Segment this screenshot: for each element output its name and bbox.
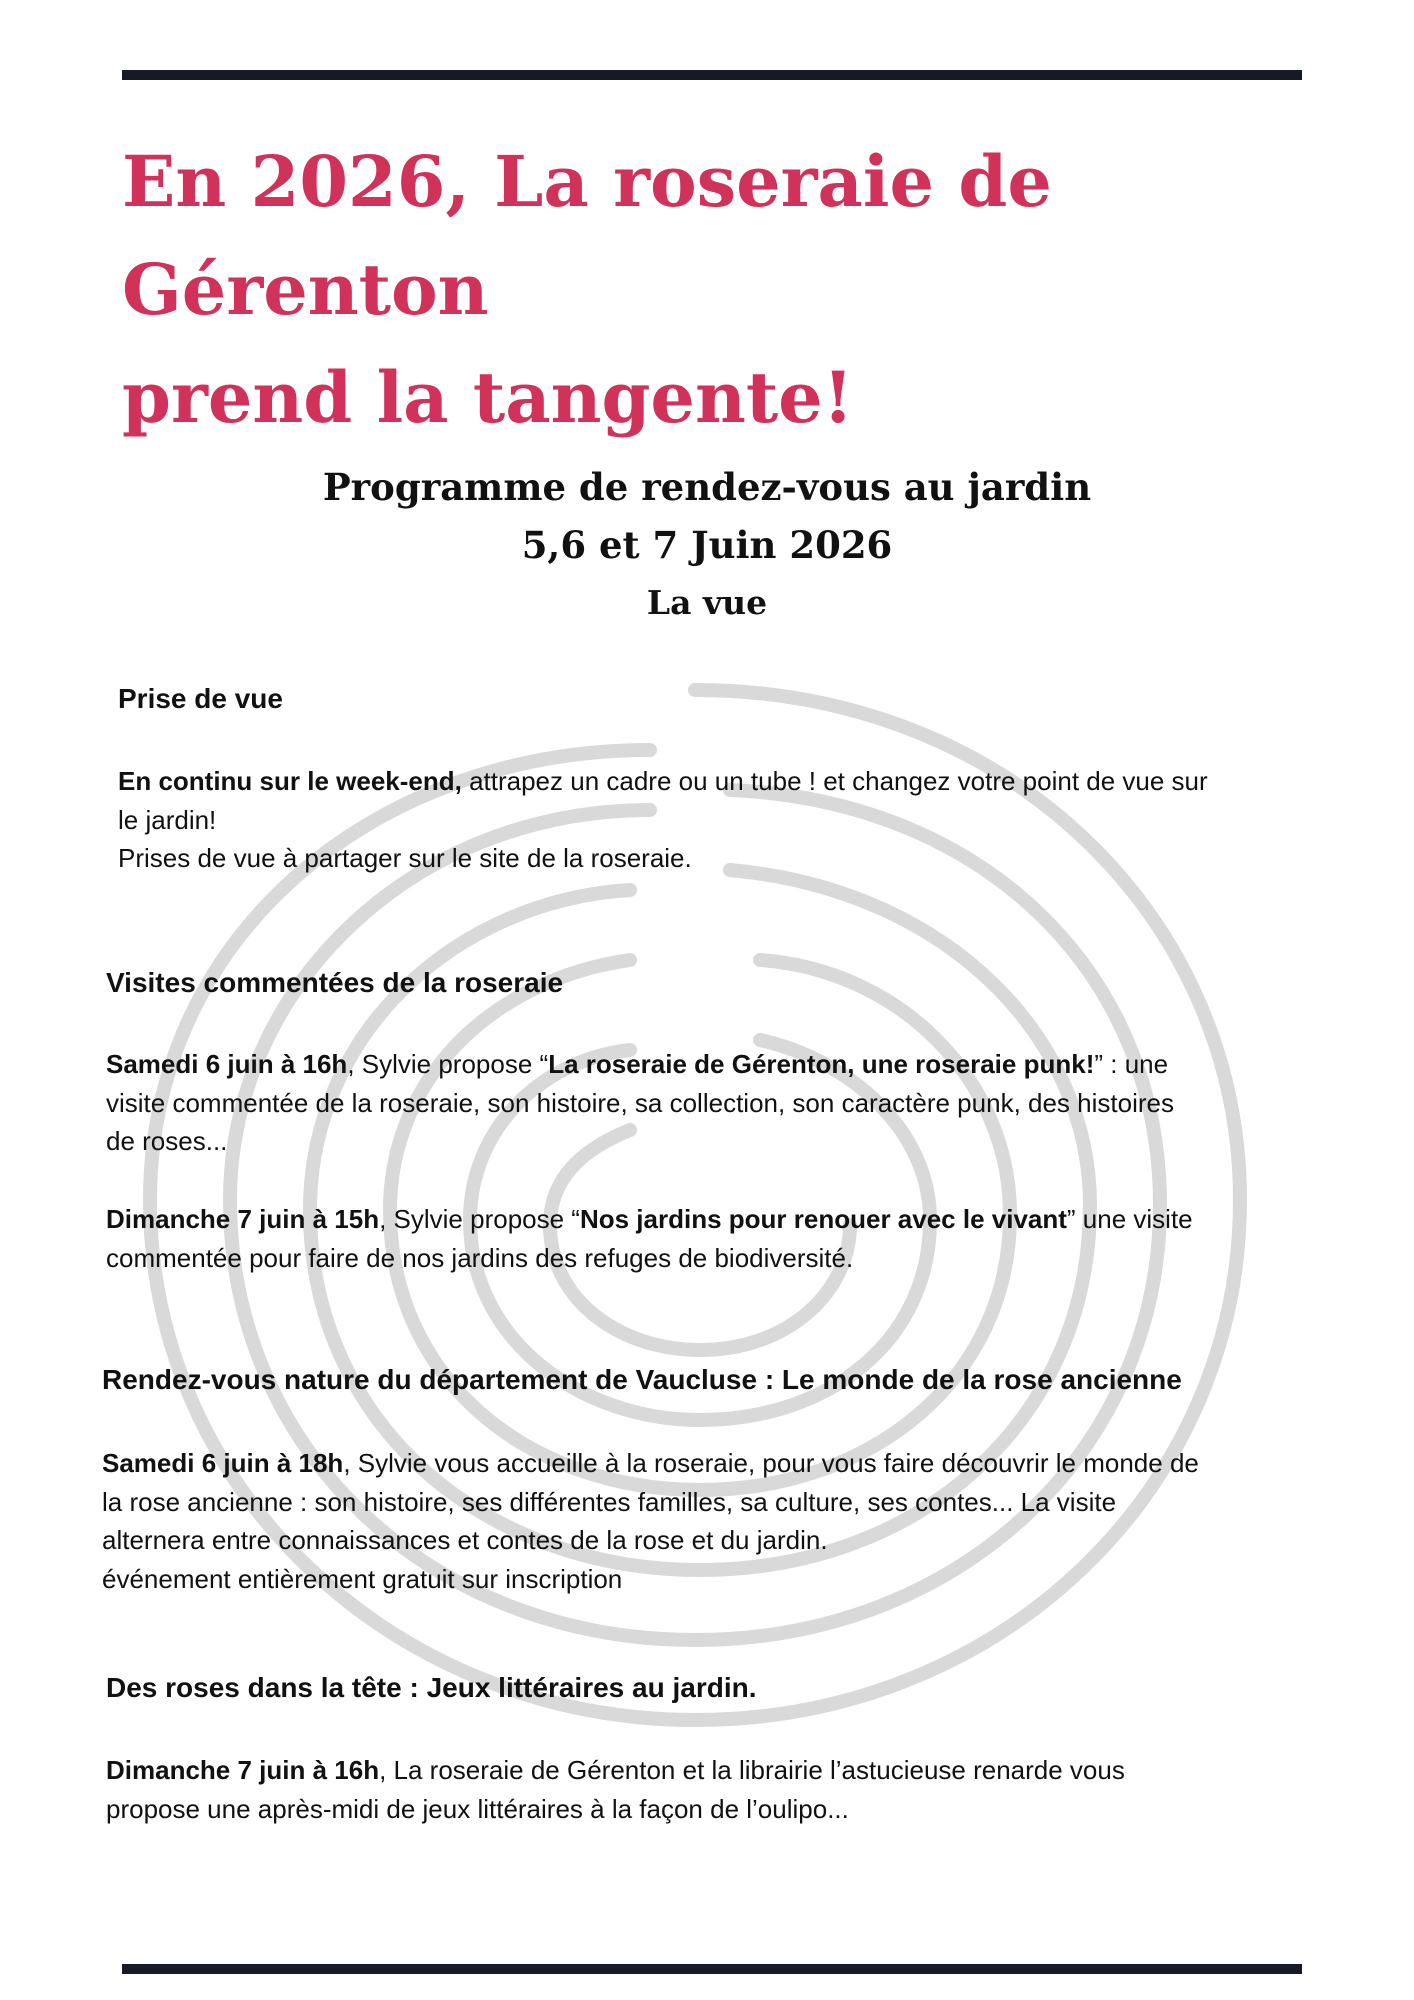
title-line-2: prend la tangente! [122,356,854,439]
prise-de-vue-share: Prises de vue à partager sur le site de la roseraie. [118,843,692,873]
jeux-line-1: Dimanche 7 juin à 16h, La roseraie de Gérenton et la librairie l’astucieuse renarde vous [106,1755,1125,1785]
visites-samedi-line-1: Samedi 6 juin à 16h, Sylvie propose “La roseraie de Gérenton, une roseraie punk!” : une [106,1049,1169,1079]
jeux-line-2: propose une après-midi de jeux littéraires à la façon de l’oulipo... [106,1793,849,1824]
prise-de-vue-line-1: En continu sur le week-end, attrapez un cadre ou un tube ! et changez votre point de vue sur [118,766,1208,796]
section-heading-jeux: Des roses dans la tête : Jeux littéraires au jardin. [106,1672,757,1703]
top-divider [122,70,1302,80]
program-theme: La vue [646,583,768,622]
prise-de-vue-paragraph [118,762,1338,878]
visites-samedi-line-3: de roses... [106,1126,228,1156]
program-heading: Programme de rendez-vous au jardin [322,465,1092,509]
bottom-divider [122,1964,1302,1974]
visites-dimanche-line-1: Dimanche 7 juin à 15h, Sylvie propose “Nos jardins pour renouer avec le vivant” une visite [106,1204,1193,1234]
nature-registration: événement entièrement gratuit sur inscription [102,1563,623,1594]
jeux-paragraph [106,1751,1326,1828]
section-heading-nature: Rendez-vous nature du département de Vaucluse : Le monde de la rose ancienne [102,1364,1182,1395]
prise-de-vue-when: En continu sur le week-end, [118,766,462,796]
visites-paragraph-dimanche [106,1200,1326,1277]
section-heading-prise-de-vue: Prise de vue [118,683,283,714]
program-dates: 5,6 et 7 Juin 2026 [521,523,893,567]
page-title [122,128,1322,452]
section-heading-visites: Visites commentées de la roseraie [106,967,564,998]
prise-de-vue-line-2: le jardin! [118,804,217,835]
nature-line-1: Samedi 6 juin à 18h, Sylvie vous accueille à la roseraie, pour vous faire découvrir le monde de [102,1448,1199,1478]
visites-dimanche-line-2: commentée pour faire de nos jardins des refuges de biodiversité. [106,1242,854,1273]
visites-samedi-line-2: visite commentée de la roseraie, son histoire, sa collection, son caractère punk, des histoires [106,1087,1174,1118]
nature-paragraph [102,1444,1322,1598]
title-line-1: En 2026, La roseraie de Gérenton [122,140,1052,331]
nature-line-3: alternera entre connaissances et contes de la rose et du jardin. [102,1525,828,1555]
nature-line-2: la rose ancienne : son histoire, ses différentes familles, sa culture, ses contes... La visite [102,1486,1117,1517]
visites-paragraph-samedi [106,1045,1326,1161]
